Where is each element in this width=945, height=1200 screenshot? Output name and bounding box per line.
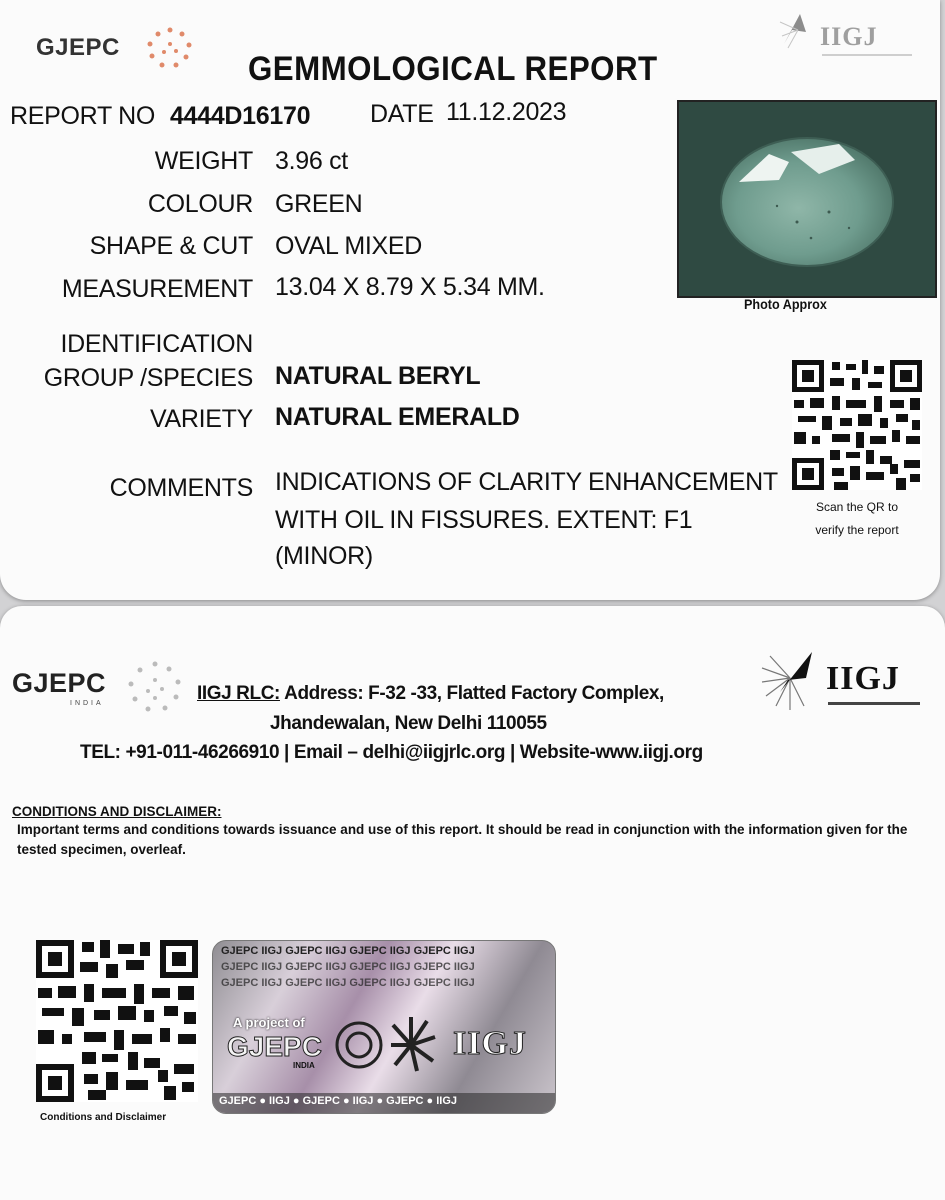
conditions-qr-caption: Conditions and Disclaimer [40,1112,167,1123]
hologram-india-text: INDIA [293,1061,315,1070]
iigj-logo-rule [822,54,912,56]
back-iigj-logo: IIGJ [760,648,925,718]
hologram-gjepc-text: GJEPC [227,1031,322,1062]
group-species-label: GROUP /SPECIES [43,364,253,392]
measurement-value: 13.04 X 8.79 X 5.34 MM. [275,273,545,301]
shape-cut-value: OVAL MIXED [275,232,423,260]
back-gjepc-sparkle-icon [124,658,186,718]
weight-label: WEIGHT [154,147,253,175]
qr-caption-line-2: verify the report [815,523,899,537]
emerald-oval-icon [679,102,935,296]
back-iigj-emblem-icon [760,648,822,710]
gjepc-logo: GJEPC [36,34,120,62]
address-line-1 [197,683,664,705]
report-no-value: 4444D16170 [170,102,311,130]
hologram-bottom-text: GJEPC ● IIGJ ● GJEPC ● IIGJ ● GJEPC ● IIGJ [219,1095,458,1107]
verify-qr-code[interactable] [792,360,922,490]
conditions-qr-code[interactable] [36,940,198,1102]
gem-photo [677,100,937,298]
qr-caption-line-1: Scan the QR to [815,500,899,514]
gjepc-sparkle-icon [142,24,198,74]
conditions-heading: CONDITIONS AND DISCLAIMER: [12,804,222,819]
identification-label: IDENTIFICATION [60,330,253,358]
conditions-text: Important terms and conditions towards issuance and use of this report. It should be read in conjunction with the information given for the tested specimen, overleaf. [17,822,908,857]
iigj-logo: IIGJ [778,10,918,65]
report-title: GEMMOLOGICAL REPORT [248,50,658,88]
report-back-card [0,606,945,1200]
back-gjepc-logo: GJEPC INDIA [12,668,106,699]
hologram-repeat-text-3: GJEPC IIGJ GJEPC IIGJ GJEPC IIGJ GJEPC IIGJ [221,977,475,989]
measurement-label: MEASUREMENT [61,275,253,303]
back-iigj-logo-rule [828,702,920,705]
hologram-emblem-icon [331,1011,451,1075]
date-value: 11.12.2023 [446,98,567,126]
hologram-project-text: A project of [233,1015,305,1030]
group-species-value: NATURAL BERYL [275,362,481,390]
hologram-repeat-text-1: GJEPC IIGJ GJEPC IIGJ GJEPC IIGJ GJEPC IIGJ [221,945,475,957]
date-label: DATE [370,100,434,128]
address-text: Address: F-32 -33, Flatted Factory Complex, [279,683,664,704]
hologram-repeat-text-2: GJEPC IIGJ GJEPC IIGJ GJEPC IIGJ GJEPC IIGJ [221,961,475,973]
comments-line-1: INDICATIONS OF CLARITY ENHANCEMENT [275,468,778,496]
report-front-card [0,0,940,600]
weight-value: 3.96 ct [275,147,348,175]
variety-label: VARIETY [149,405,253,433]
comments-line-3: (MINOR) [275,542,373,570]
photo-caption: Photo Approx [744,296,827,312]
hologram-iigj-text: IIGJ [453,1025,527,1062]
shape-cut-label: SHAPE & CUT [89,232,253,260]
report-no-label: REPORT NO [10,102,156,130]
variety-value: NATURAL EMERALD [275,403,520,431]
address-label: IIGJ RLC: [197,683,280,704]
iigj-emblem-icon [778,10,818,50]
contact-line: TEL: +91-011-46266910 | Email – delhi@iigjrlc.org | Website-www.iigj.org [80,742,703,763]
address-line-2: Jhandewalan, New Delhi 110055 [270,713,547,734]
colour-label: COLOUR [147,190,253,218]
comments-label: COMMENTS [109,474,253,502]
security-hologram [212,940,556,1114]
colour-value: GREEN [275,190,363,218]
comments-line-2: WITH OIL IN FISSURES. EXTENT: F1 [275,506,693,534]
